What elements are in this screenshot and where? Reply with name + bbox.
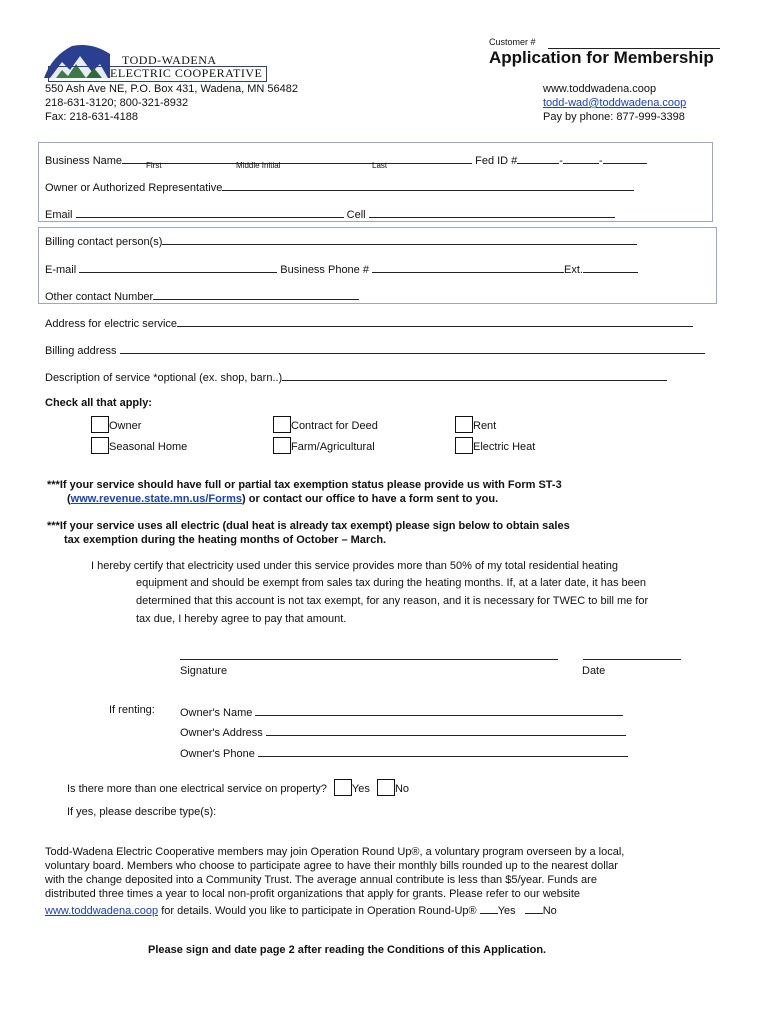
ext-label: Ext. bbox=[564, 264, 583, 276]
fed-id-field-3[interactable] bbox=[603, 152, 647, 164]
check-electric-heat bbox=[455, 437, 535, 454]
owner-rep-field[interactable] bbox=[222, 179, 634, 191]
org-address: 550 Ash Ave NE, P.O. Box 431, Wadena, MN 56482 bbox=[45, 83, 298, 95]
toddwadena-website-link[interactable]: www.toddwadena.coop bbox=[45, 905, 159, 917]
roundup-no-field[interactable] bbox=[525, 902, 543, 914]
tax-note-2-line-a: ***If your service uses all electric (dual heat is already tax exempt) please sign below to obtain sales bbox=[47, 520, 570, 532]
business-phone-field[interactable] bbox=[372, 261, 564, 273]
middle-initial-caption: Middle Initial bbox=[236, 161, 281, 170]
check-farm bbox=[273, 437, 375, 454]
check-all-heading: Check all that apply: bbox=[45, 397, 152, 409]
signature-field[interactable] bbox=[180, 648, 558, 660]
owner-address-field[interactable] bbox=[266, 724, 626, 736]
email2-field[interactable] bbox=[79, 261, 277, 273]
certification-line-4: tax due, I hereby agree to pay that amount. bbox=[136, 613, 347, 625]
rent-checkbox[interactable] bbox=[455, 416, 473, 433]
rent-label: Rent bbox=[473, 420, 497, 432]
check-seasonal bbox=[91, 437, 187, 454]
owner-name-label: Owner's Name bbox=[180, 707, 253, 719]
roundup-line-4: distributed three times a year to local non-profit organizations that apply for grants. Please refer to our website bbox=[45, 888, 581, 900]
ext-field[interactable] bbox=[583, 261, 638, 273]
seasonal-home-label: Seasonal Home bbox=[109, 441, 188, 453]
certification-line-1: I hereby certify that electricity used under this service provides more than 50% of my total residential heating bbox=[91, 560, 619, 572]
business-name-row: Business Name Fed ID # - - bbox=[45, 152, 647, 167]
email-label: Email bbox=[45, 209, 73, 221]
roundup-line-1: Todd-Wadena Electric Cooperative members may join Operation Round Up®, a voluntary program overseen by a local, bbox=[45, 846, 625, 858]
multi-service-no-checkbox[interactable] bbox=[377, 779, 395, 796]
seasonal-home-checkbox[interactable] bbox=[91, 437, 109, 454]
multi-service-yes-label: Yes bbox=[351, 783, 370, 795]
billing-contact-label: Billing contact person(s) bbox=[45, 236, 163, 248]
org-website: www.toddwadena.coop bbox=[543, 83, 657, 95]
fed-id-field-2[interactable] bbox=[563, 152, 599, 164]
multi-service-question: Is there more than one electrical service on property? bbox=[67, 783, 327, 795]
check-contract bbox=[273, 416, 378, 433]
email-field[interactable] bbox=[76, 206, 344, 218]
owner-name-row bbox=[180, 704, 623, 719]
cell-field[interactable] bbox=[369, 206, 615, 218]
billing-address-row bbox=[45, 342, 705, 357]
roundup-line-3: with the change deposited into a Community Trust. The average annual contribute is less than $5/year. Funds are bbox=[45, 874, 597, 886]
business-name-field[interactable] bbox=[122, 152, 472, 164]
multi-service-row bbox=[67, 779, 409, 796]
multi-service-yes-checkbox[interactable] bbox=[334, 779, 352, 796]
owner-phone-field[interactable] bbox=[258, 745, 628, 757]
email2-row bbox=[45, 261, 638, 276]
cell-label: Cell bbox=[346, 209, 366, 221]
email-row bbox=[45, 206, 615, 221]
multi-service-describe: If yes, please describe type(s): bbox=[67, 806, 217, 818]
form-title: Application for Membership bbox=[489, 48, 714, 67]
roundup-no-label: No bbox=[542, 905, 557, 917]
farm-agricultural-checkbox[interactable] bbox=[273, 437, 291, 454]
org-name-line2: ELECTRIC COOPERATIVE bbox=[110, 66, 263, 80]
signature-label: Signature bbox=[180, 665, 228, 677]
other-contact-label: Other contact Number bbox=[45, 291, 154, 303]
tax-note-2-line-b: tax exemption during the heating months of October – March. bbox=[64, 534, 387, 546]
owner-name-field[interactable] bbox=[255, 704, 623, 716]
description-field[interactable] bbox=[282, 369, 667, 381]
billing-address-label: Billing address bbox=[45, 345, 117, 357]
owner-rep-label: Owner or Authorized Representative bbox=[45, 182, 223, 194]
roundup-yes-label: Yes bbox=[497, 905, 516, 917]
check-owner bbox=[91, 416, 141, 433]
date-label: Date bbox=[582, 665, 606, 677]
roundup-line-2: voluntary board. Members who choose to participate agree to have their monthly bills rounded up to the nearest dollar bbox=[45, 860, 618, 872]
pay-by-phone: Pay by phone: 877-999-3398 bbox=[543, 111, 685, 123]
certification-line-2: equipment and should be exempt from sales tax during the heating months. If, at a later date, it has been bbox=[136, 577, 646, 589]
tax-note-1-line-b: (www.revenue.state.mn.us/Forms) or contact our office to have a form sent to you. bbox=[67, 493, 499, 505]
fed-id-label: Fed ID # bbox=[475, 155, 518, 167]
check-rent bbox=[455, 416, 496, 433]
owner-rep-row bbox=[45, 179, 634, 194]
footer-instruction: Please sign and date page 2 after reading the Conditions of this Application. bbox=[148, 944, 547, 956]
certification-line-3: determined that this account is not tax exempt, for any reason, and it is necessary for TWEC to bill me for bbox=[136, 595, 649, 607]
electric-heat-label: Electric Heat bbox=[473, 441, 536, 453]
last-name-caption: Last bbox=[372, 161, 388, 170]
billing-contact-field[interactable] bbox=[162, 233, 637, 245]
owner-address-label: Owner's Address bbox=[180, 727, 263, 739]
owner-label: Owner bbox=[109, 420, 142, 432]
business-phone-label: Business Phone # bbox=[280, 264, 369, 276]
other-contact-field[interactable] bbox=[153, 288, 359, 300]
org-email-link[interactable]: todd-wad@toddwadena.coop bbox=[543, 97, 687, 109]
tax-note-1-line-a: ***If your service should have full or partial tax exemption status please provide us with Form ST-3 bbox=[47, 479, 562, 491]
electric-heat-checkbox[interactable] bbox=[455, 437, 473, 454]
description-label: Description of service *optional (ex. shop, barn..) bbox=[45, 372, 283, 384]
farm-agricultural-label: Farm/Agricultural bbox=[291, 441, 375, 453]
contract-for-deed-checkbox[interactable] bbox=[273, 416, 291, 433]
fed-id-field-1[interactable] bbox=[517, 152, 559, 164]
roundup-yes-field[interactable] bbox=[480, 902, 498, 914]
owner-phone-label: Owner's Phone bbox=[180, 748, 255, 760]
description-row bbox=[45, 369, 667, 384]
billing-contact-row bbox=[45, 233, 637, 248]
revenue-forms-link[interactable]: www.revenue.state.mn.us/Forms bbox=[70, 493, 243, 505]
business-name-label: Business Name bbox=[45, 155, 123, 167]
first-name-caption: First bbox=[146, 161, 162, 170]
billing-address-field[interactable] bbox=[120, 342, 705, 354]
org-fax: Fax: 218-631-4188 bbox=[45, 111, 138, 123]
org-name-line1: TODD-WADENA bbox=[122, 53, 217, 67]
org-phones: 218-631-3120; 800-321-8932 bbox=[45, 97, 189, 109]
multi-service-no-label: No bbox=[394, 783, 409, 795]
service-address-label: Address for electric service bbox=[45, 318, 178, 330]
customer-number-label: Customer # bbox=[489, 37, 536, 47]
service-address-field[interactable] bbox=[177, 315, 693, 327]
service-address-row bbox=[45, 315, 693, 330]
owner-address-row bbox=[180, 724, 626, 739]
email2-label: E-mail bbox=[45, 264, 77, 276]
owner-phone-row bbox=[180, 745, 628, 760]
date-field[interactable] bbox=[583, 648, 681, 660]
org-logo bbox=[42, 42, 267, 82]
roundup-line-5: www.toddwadena.coop for details. Would you like to participate in Operation Round-Up® Yes No bbox=[45, 902, 557, 917]
other-contact-row bbox=[45, 288, 359, 303]
if-renting-label: If renting: bbox=[109, 704, 155, 716]
contract-for-deed-label: Contract for Deed bbox=[291, 420, 378, 432]
owner-checkbox[interactable] bbox=[91, 416, 109, 433]
